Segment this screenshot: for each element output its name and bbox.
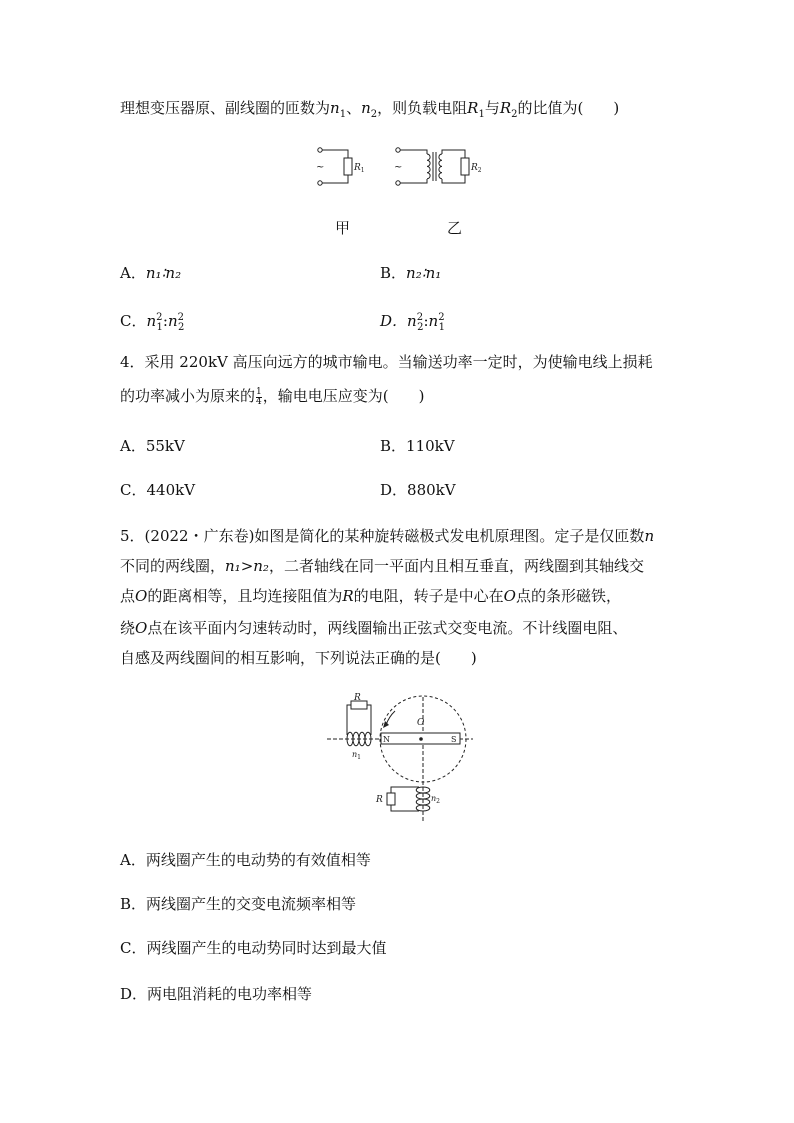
q5-option-c[interactable]: C．两线圈产生的电动势同时达到最大值 (120, 939, 387, 957)
wire-n2-top (391, 787, 419, 793)
q4-option-a[interactable]: A．55kV (120, 437, 185, 455)
q5-stem-line3: 点O的距离相等，且均连接阻值为R的电阻，转子是中心在O点的条形磁铁， (120, 587, 621, 605)
q3-r2-sub: 2 (511, 109, 518, 120)
label-o: O (417, 718, 425, 728)
q5-option-d[interactable]: D．两电阻消耗的电功率相等 (120, 985, 313, 1003)
q4-option-b[interactable]: B．110kV (380, 437, 455, 455)
primary-coil (427, 154, 430, 179)
label-n2: $n_2$ (431, 794, 440, 805)
q3-r1: R (467, 99, 479, 117)
q3-with: 与 (484, 99, 500, 117)
q5-generator-figure (325, 695, 475, 825)
terminal-top-jia (318, 148, 322, 152)
label-north: N (383, 735, 390, 744)
wire-primary-top (400, 150, 427, 154)
fraction-one-quarter: $\frac{1}{4}$ (256, 386, 262, 407)
rotation-arrowhead (383, 721, 389, 728)
q5-stem-line1: 5．(2022・广东卷)如图是简化的某种旋转磁极式发电机原理图。定子是仅匝数n (120, 527, 655, 545)
wire-secondary-bottom (442, 175, 465, 183)
q3-r2: R (499, 99, 512, 117)
option-letter: B． (380, 264, 407, 282)
q3-stem-text-3: 的比值为( ) (517, 99, 620, 117)
q5-stem-line5: 自感及两线圈间的相互影响，下列说法正确的是( ) (120, 649, 477, 667)
option-text: n₂∶n₁ (406, 264, 442, 282)
q5-option-b[interactable]: B．两线圈产生的交变电流频率相等 (120, 895, 357, 913)
wire-top-jia (322, 150, 348, 158)
label-r2: $R_2$ (471, 163, 482, 174)
wire-n1-left (347, 705, 351, 735)
terminal-top-yi (396, 148, 400, 152)
label-r1: $R_1$ (354, 163, 365, 174)
ac-source-yi: ~ (394, 162, 403, 173)
q3-n2-sub: 2 (370, 109, 378, 120)
caption-yi: 乙 (447, 219, 463, 237)
q4-stem-line1: 4．采用 220kV 高压向远方的城市输电。当输送功率一定时，为使输电线上损耗 (120, 353, 653, 371)
q3-stem-text-2: ，则负载电阻 (377, 99, 468, 117)
q3-n1-sub: 1 (339, 109, 347, 120)
q3-n1: n (330, 99, 340, 117)
wire-secondary-top (442, 150, 465, 158)
wire-bottom-jia (322, 175, 348, 183)
q3-circuit-figure (310, 138, 480, 198)
option-letter: C． (120, 312, 147, 330)
resistor-r1 (344, 158, 352, 175)
label-south: S (451, 735, 457, 744)
label-r-top: R (354, 693, 361, 703)
caption-jia: 甲 (335, 219, 351, 237)
coil-n1 (347, 732, 371, 746)
resistor-r-bottom (387, 793, 395, 805)
q5-stem-line2: 不同的两线圈，n₁>n₂，二者轴线在同一平面内且相互垂直，两线圈到其轴线交 (120, 557, 644, 575)
q3-stem (120, 98, 619, 125)
q3-option-c[interactable]: C．$n^2_1:n^2_2$ (120, 312, 185, 333)
secondary-coil (439, 154, 442, 179)
q3-sep: 、 (346, 99, 362, 117)
wire-n1-right (367, 705, 371, 735)
q4-stem-line2: 的功率减小为原来的 $\frac{1}{4}$ ，输电电压应变为( ) (120, 386, 425, 407)
terminal-bottom-yi (396, 181, 400, 185)
ac-source-jia: ~ (316, 162, 325, 173)
terminal-bottom-jia (318, 181, 322, 185)
q3-r1-sub: 1 (478, 109, 485, 120)
q3-option-a[interactable] (120, 263, 181, 283)
q3-n2: n (361, 99, 371, 117)
option-text: n₁∶n₂ (145, 264, 182, 282)
option-letter: A． (120, 264, 146, 282)
q4-option-c[interactable]: C．440kV (120, 481, 196, 499)
rotation-arrow (386, 711, 395, 725)
wire-n2-bottom (391, 805, 419, 811)
q3-option-b[interactable] (380, 263, 441, 283)
resistor-r2 (461, 158, 469, 175)
wire-primary-bottom (400, 179, 427, 183)
q4-option-d[interactable]: D．880kV (380, 481, 456, 499)
q3-stem-text: 理想变压器原、副线圈的匝数为 (120, 99, 331, 117)
q3-option-d[interactable]: D．$n^2_2:n^2_1$ (380, 312, 445, 333)
q5-stem-line4: 绕O点在该平面内匀速转动时，两线圈输出正弦式交变电流。不计线圈电阻、 (120, 619, 628, 637)
q5-option-a[interactable]: A．两线圈产生的电动势的有效值相等 (120, 851, 371, 869)
label-r-bottom: R (376, 795, 383, 805)
center-point (419, 737, 423, 741)
label-n1: $n_1$ (352, 750, 361, 761)
option-letter: D． (380, 312, 408, 330)
